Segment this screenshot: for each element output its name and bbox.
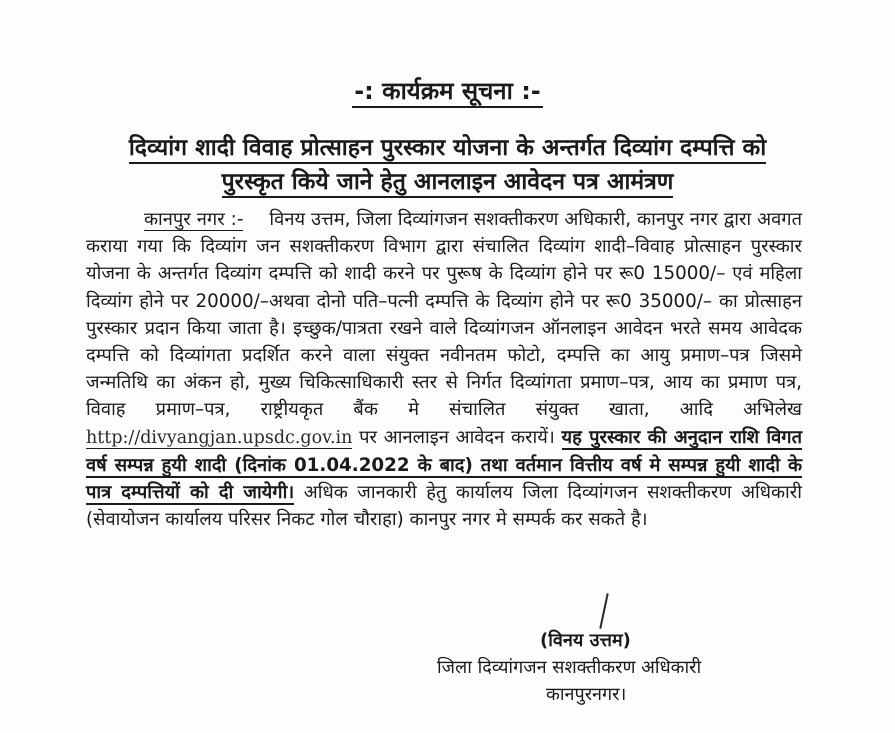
body-paragraph-part-1: विनय उत्तम, जिला दिव्यांगजन सशक्तीकरण अधिकारी, कानपुर नगर द्वारा अवगत कराया गया कि दिव्यांग जन सशक्तीकरण विभाग द्वारा संचालित दिव्यांग शादी–विवाह प्रोत्साहन पुरस्कार योजना के अन्तर्गत दिव्यांग दम्पत्ति को शादी करने पर पुरूष के दिव्यांग होने पर रू0 15000/– एवं महिला दिव्यांग होने पर 20000/–अथवा दोनो पति–पत्नी दम्पत्ति के दिव्यांग होने पर रू0 35000/– का प्रोत्साहन पुरस्कार प्रदान किया जाता है। इच्छुक/पात्रता रखने वाले दिव्यांगजन ऑनलाइन आवेदन भरते समय आवेदक दम्पत्ति को दिव्यांगता प्रदर्शित करने वाला संयुक्त नवीनतम फोटो, दम्पत्ति का आयु प्रमाण–पत्र जिसमे जन्मतिथि का अंकन हो, मुख्य चिकित्साधिकारी स्तर से निर्गत दिव्यांगता प्रमाण–पत्र, आय का प्रमाण पत्र, विवाह प्रमाण–पत्र, राष्ट्रीयकृत बैंक मे संचालित संयुक्त खाता, आदि अभिलेख [86,209,802,421]
body-paragraph-part-3: अधिक जानकारी हेतु कार्यालय जिला दिव्यांगजन सशक्तीकरण अधिकारी (सेवायोजन कार्यालय परिसर निकट गोल चौराहा) कानपुर नगर मे सम्पर्क कर सकते है। [86,482,802,531]
subject-line-2 [0,164,895,196]
notice-heading [0,74,895,107]
signatory-designation: जिला दिव्यांगजन सशक्तीकरण अधिकारी [437,657,702,678]
portal-link[interactable]: http://divyangjan.upsdc.gov.in [86,427,353,448]
signature-mark [599,593,608,629]
notice-body [86,206,802,533]
grant-eligibility-highlight: यह पुरस्कार की अनुदान राशि विगत वर्ष सम्पन्न हुयी शादी (दिनांक 01.04.2022 के बाद) तथा वर्तमान वित्तीय वर्ष मे सम्पन्न हुयी शादी के पात्र दम्पत्तियों को दी जायेगी। [86,426,803,504]
body-paragraph-part-2: पर आनलाइन आवेदन करायें। [359,426,555,448]
place-label: कानपुर नगर :- [144,209,244,230]
signatory-place: कानपुरनगर। [546,684,627,705]
subject-line-1-text: दिव्यांग शादी विवाह प्रोत्साहन पुरस्कार योजना के अन्तर्गत दिव्यांग दम्पत्ति को [129,135,766,164]
subject-line-1 [0,130,895,162]
indent [86,209,144,230]
signatory-name: (विनय उत्तम) [540,630,631,651]
heading-text: -: कार्यक्रम सूचना :- [352,77,543,108]
subject-line-2-text: पुरस्कृत किये जाने हेतु आनलाइन आवेदन पत्र आमंत्रण [222,169,674,198]
